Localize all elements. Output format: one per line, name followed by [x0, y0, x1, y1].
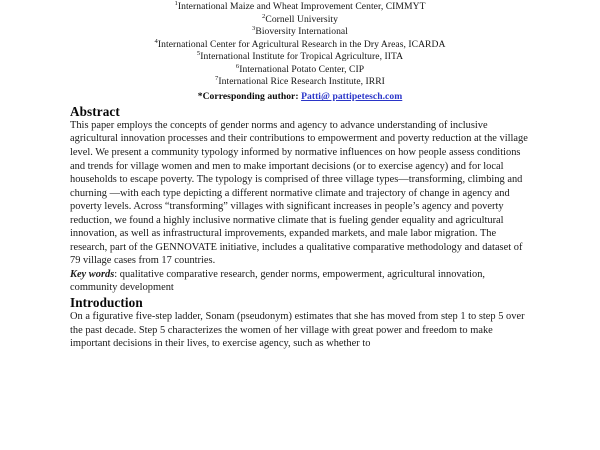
keywords-paragraph [70, 268, 530, 295]
affiliation-line-3 [70, 26, 530, 39]
affiliation-text-2: Cornell University [265, 13, 338, 25]
affiliation-line-4 [70, 39, 530, 52]
keywords-label: Key words [70, 268, 115, 280]
affiliation-text-1: International Maize and Wheat Improvement Center, CIMMYT [177, 1, 426, 12]
affiliation-marker-2: 2 [262, 12, 266, 20]
introduction-heading: Introduction [70, 294, 143, 310]
keywords-list: qualitative comparative research, gender norms, empowerment, agricultural innovation, community development [70, 268, 486, 294]
keywords-separator: : [114, 268, 120, 280]
affiliation-marker-6: 6 [235, 62, 240, 70]
affiliation-line-7 [70, 76, 530, 89]
corresponding-author-line [70, 91, 530, 104]
affiliation-text-5: International Institute for Tropical Agriculture, IITA [200, 51, 404, 63]
abstract-heading: Abstract [70, 103, 120, 119]
affiliation-marker-7: 7 [215, 75, 219, 83]
affiliation-marker-3: 3 [252, 25, 256, 33]
affiliation-text-6: International Potato Center, CIP [239, 63, 365, 75]
author-affiliations-block [70, 0, 530, 104]
affiliation-marker-1: 1 [174, 0, 178, 7]
abstract-paragraph: This paper employs the concepts of gender norms and agency to advance understanding of inclusive agricultural innovation processes and their contributions to empowerment and poverty reduction at the village level. We present a community typology informed by normative influences on how people assess conditions and trends for village women and men to make important decisions (or to exercise agency) and for local households to escape poverty. The typology is comprised of three village types—transforming, climbing and churning —with each type depicting a different normative climate and trajectory of change in agency and poverty levels. Across “transforming” villages with significant increases in people’s agency and poverty reduction, we found a highly inclusive normative climate that is fueling gender equality and agricultural innovation, as well as infrastructural improvements, expanded markets, and male labor migration. The research, part of the GENNOVATE initiative, includes a qualitative comparative methodology and dataset of 79 village cases from 17 countries. [70, 119, 528, 267]
affiliation-marker-5: 5 [196, 50, 201, 58]
affiliation-line-5 [70, 51, 530, 64]
corresponding-author-email-link[interactable]: Patti@ pattipetesch.com [301, 91, 403, 103]
affiliation-marker-4: 4 [154, 37, 158, 45]
affiliation-text-7: International Rice Research Institute, IRRI [218, 76, 385, 88]
corresponding-author-label: *Corresponding author: [197, 91, 299, 103]
introduction-paragraph: On a figurative five-step ladder, Sonam (pseudonym) estimates that she has moved from step 1 to step 5 over the past decade. Step 5 characterizes the women of her village with great power and freedom to make important decisions in their lives, to exercise agency, such as whether to [70, 310, 525, 350]
affiliation-line-2 [70, 14, 530, 27]
affiliation-text-4: International Center for Agricultural Research in the Dry Areas, ICARDA [157, 38, 446, 50]
affiliation-line-1 [70, 1, 530, 14]
affiliation-text-3: Bioversity International [255, 26, 348, 38]
affiliation-line-6 [70, 64, 530, 77]
